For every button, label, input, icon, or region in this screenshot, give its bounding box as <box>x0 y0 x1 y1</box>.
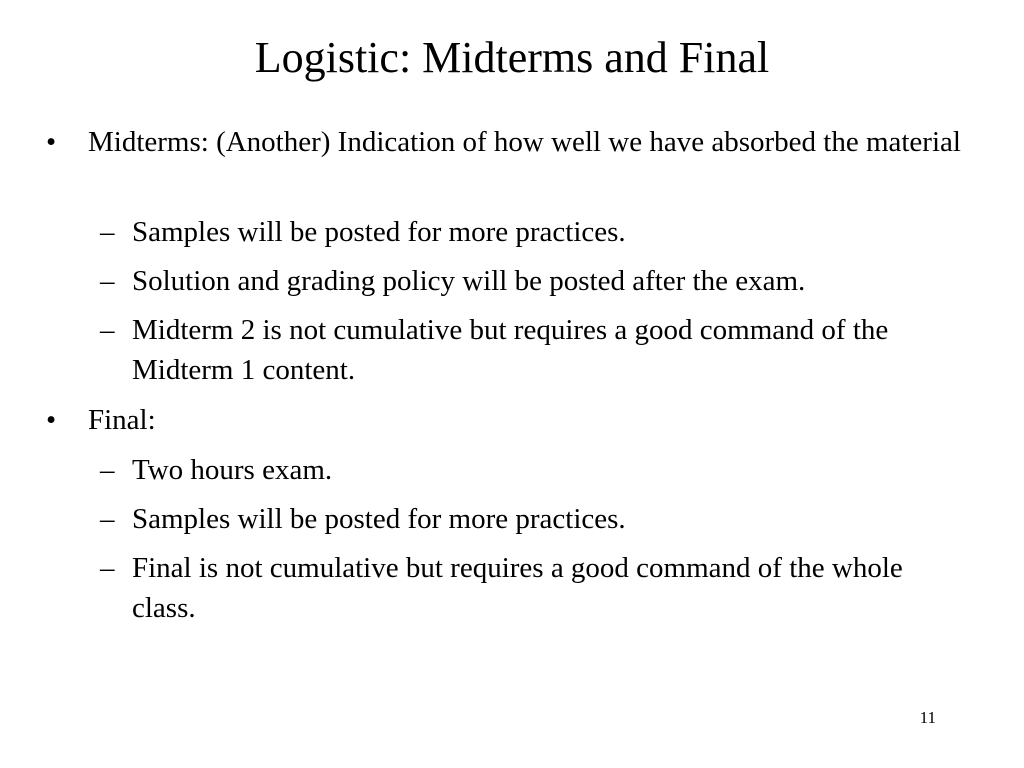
bullet-text: Midterms: (Another) Indication of how well we have absorbed the material <box>88 126 961 158</box>
sub-bullet-item <box>100 499 972 539</box>
page-number: 11 <box>919 708 936 727</box>
bullet-item-final <box>46 400 968 440</box>
sub-bullet-text: Final is not cumulative but requires a good command of the whole class. <box>132 552 903 624</box>
sub-bullet-text: Midterm 2 is not cumulative but requires a good command of the Midterm 1 content. <box>132 314 889 386</box>
slide-title: Logistic: Midterms and Final <box>254 33 770 82</box>
sub-bullet-item <box>100 450 972 490</box>
dash-marker: – <box>100 552 115 584</box>
dash-marker: – <box>100 454 115 486</box>
sub-bullet-item <box>100 212 972 252</box>
sub-bullet-item <box>100 310 972 390</box>
dash-marker: – <box>100 265 115 297</box>
sub-bullet-text: Two hours exam. <box>132 454 333 486</box>
dash-marker: – <box>100 503 115 535</box>
sub-bullet-text: Solution and grading policy will be posted after the exam. <box>132 265 806 297</box>
dash-marker: – <box>100 314 115 346</box>
sub-bullet-text: Samples will be posted for more practices. <box>132 503 626 535</box>
bullet-marker: • <box>46 126 57 158</box>
bullet-text: Final: <box>88 404 156 436</box>
bullet-item-midterms <box>46 122 968 162</box>
sub-bullet-item <box>100 548 972 628</box>
dash-marker: – <box>100 216 115 248</box>
bullet-marker: • <box>46 404 57 436</box>
sub-bullet-item <box>100 261 972 301</box>
sub-bullet-text: Samples will be posted for more practices. <box>132 216 626 248</box>
